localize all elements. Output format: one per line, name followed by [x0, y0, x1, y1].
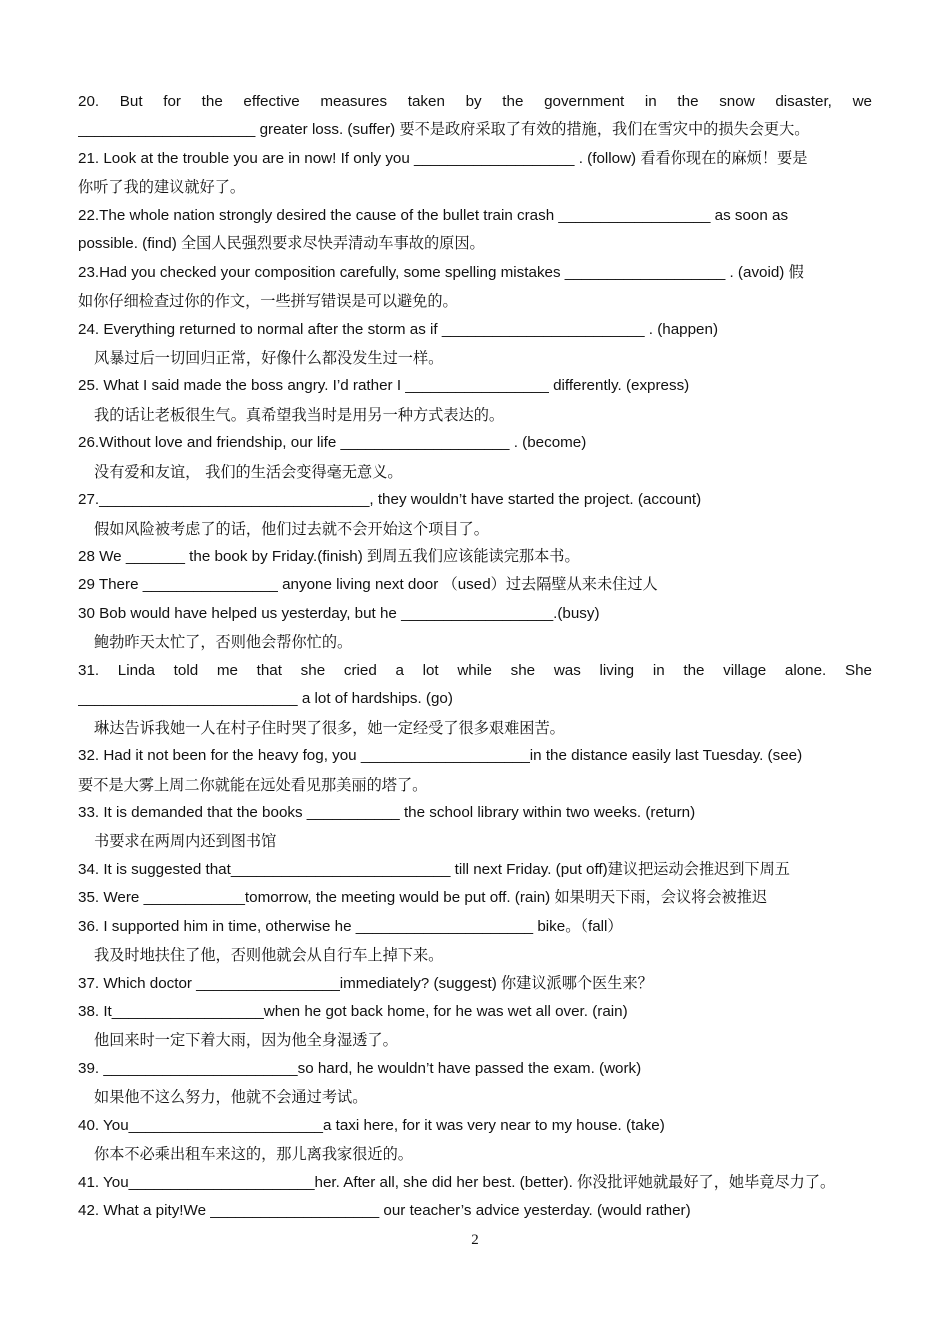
exercise-line: 如你仔细检查过你的作文，一些拼写错误是可以避免的。 [78, 292, 458, 311]
exercise-line: 你本不必乘出租车来这的，那儿离我家很近的。 [94, 1145, 413, 1164]
page-number: 2 [471, 1232, 479, 1248]
exercise-line: 36. I supported him in time, otherwise he _____________________ bike。（fall） [78, 917, 623, 935]
exercise-line: possible. (find) 全国人民强烈要求尽快弄清动车事故的原因。 [78, 235, 485, 253]
exercise-line: 鲍勃昨天太忙了，否则他会帮你忙的。 [94, 633, 353, 652]
exercise-line: 如果他不这么努力，他就不会通过考试。 [94, 1088, 368, 1107]
exercise-line: 41. You______________________her. After all, she did her best. (better). 你没批评她就最好了，她毕竟尽力了。 [78, 1173, 836, 1191]
exercise-line: 我的话让老板很生气。真希望我当时是用另一种方式表达的。 [94, 405, 505, 424]
exercise-page [78, 88, 872, 1226]
exercise-line: 21. Look at the trouble you are in now! If only you ___________________ . (follow) 看看你现在的麻烦！要是 [78, 149, 808, 167]
exercise-line: 没有爱和友谊， 我们的生活会变得毫无意义。 [94, 462, 403, 481]
exercise-line: 38. It__________________when he got back home, for he was wet all over. (rain) [78, 1003, 628, 1020]
exercise-line: 我及时地扶住了他，否则他就会从自行车上掉下来。 [94, 946, 444, 965]
exercise-line: 要不是大雾上周二你就能在远处看见那美丽的塔了。 [78, 775, 428, 794]
exercise-line: 24. Everything returned to normal after the storm as if ________________________ . (happen) [78, 320, 718, 338]
exercise-line: 25. What I said made the boss angry. I’d rather I _________________ differently. (express) [78, 377, 690, 395]
exercise-line: 40. You_______________________a taxi here, for it was very near to my house. (take) [78, 1116, 665, 1134]
exercise-line: 琳达告诉我她一人在村子住时哭了很多，她一定经受了很多艰难困苦。 [94, 718, 565, 737]
exercise-line: 20. But for the effective measures taken by the government in the snow disaster, we [78, 93, 872, 110]
exercise-line: 35. Were ____________tomorrow, the meeting would be put off. (rain) 如果明天下雨，会议将会被推迟 [78, 889, 768, 907]
exercise-line: 26.Without love and friendship, our life ____________________ . (become) [78, 434, 587, 452]
exercise-line: 假如风险被考虑了的话，他们过去就不会开始这个项目了。 [94, 519, 489, 538]
exercise-line: 30 Bob would have helped us yesterday, but he __________________.(busy) [78, 604, 600, 622]
exercise-line: 33. It is demanded that the books ___________ the school library within two weeks. (return) [78, 803, 696, 821]
exercise-line: 28 We _______ the book by Friday.(finish) 到周五我们应该能读完那本书。 [78, 548, 580, 565]
exercise-line: 书要求在两周内还到图书馆 [94, 832, 277, 851]
exercise-line: 32. Had it not been for the heavy fog, you ____________________in the distance easily last Tuesday. (see) [78, 747, 803, 765]
exercise-line: 27.________________________________, they wouldn’t have started the project. (account) [78, 491, 702, 509]
exercise-line: 风暴过后一切回归正常，好像什么都没发生过一样。 [94, 348, 444, 367]
exercise-line: 22.The whole nation strongly desired the cause of the bullet train crash __________________ as soon as [78, 206, 789, 224]
exercise-line: 37. Which doctor _________________immediately? (suggest) 你建议派哪个医生来？ [78, 974, 653, 992]
exercise-line: _____________________ greater loss. (suffer) 要不是政府采取了有效的措施，我们在雪灾中的损失会更大。 [78, 121, 810, 139]
exercise-line: 39. _______________________so hard, he wouldn’t have passed the exam. (work) [78, 1059, 642, 1077]
exercise-line: 他回来时一定下着大雨，因为他全身湿透了。 [94, 1031, 398, 1050]
exercise-line: 42. What a pity!We ____________________ our teacher’s advice yesterday. (would rather) [78, 1202, 691, 1220]
exercise-line: 你听了我的建议就好了。 [78, 178, 246, 197]
exercise-line: 23.Had you checked your composition carefully, some spelling mistakes ___________________ . (avoid) 假 [78, 263, 804, 281]
exercise-line: 31. Linda told me that she cried a lot while she was living in the village alone. She [78, 661, 872, 679]
exercise-line: 34. It is suggested that__________________________ till next Friday. (put off)建议把运动会推迟到下周五 [78, 860, 790, 878]
exercise-line: __________________________ a lot of hardships. (go) [78, 690, 453, 708]
exercise-line: 29 There ________________ anyone living next door （used）过去隔壁从来未住过人 [78, 576, 658, 594]
